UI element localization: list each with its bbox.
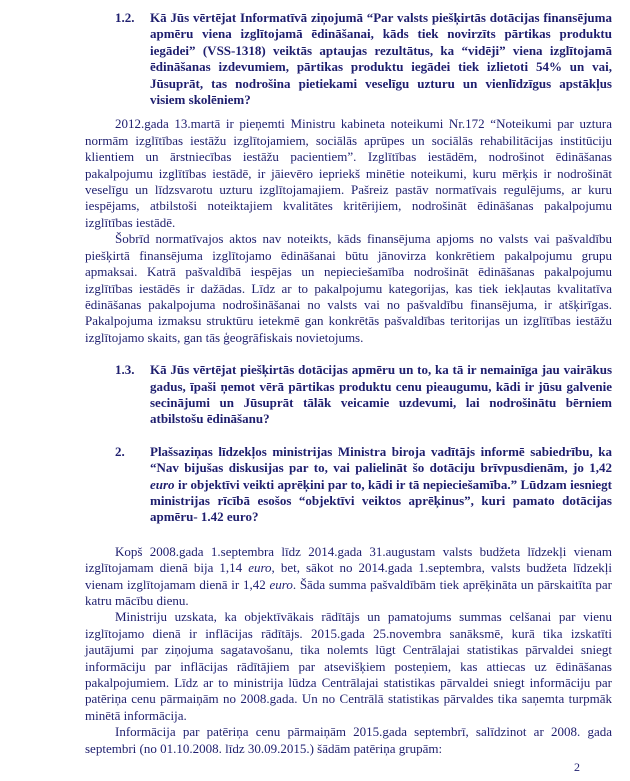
paragraph-run: Kopš 2008.gada 1.septembra līdz 2014.gada 31.augustam valsts budžeta līdzekļi vienam izglītojamam dienā bija 1,14 — [85, 543, 612, 576]
question-item-2 — [85, 444, 612, 526]
euro-italic: euro — [150, 476, 175, 492]
euro-italic: euro — [248, 560, 272, 576]
question-text — [150, 444, 612, 525]
question-text-run: Plašsaziņas līdzekļos ministrijas Ministra biroja vadītājs informē sabiedrību, ka “Nav bijušas diskusijas par to, vai palielināt šo dotāciju brīvpusdienām, jo 1,42 — [150, 443, 612, 476]
paragraph-run: . Šāda summa pašvaldībām tiek aprēķināta un pārskaitīta par katru mācību dienu. — [85, 576, 612, 608]
body-paragraph — [85, 544, 612, 610]
question-number: 1.2. — [115, 10, 135, 25]
body-paragraph: 2012.gada 13.martā ir pieņemti Ministru kabineta noteikumi Nr.172 “Noteikumi par uztura normām izglītības iestāžu izglītojamiem, sociālās aprūpes un sociālās rehabilitācijas institūciju klientiem un ārstniecības iestāžu pacientiem”. Izglītības iestādēm, nodrošinot ēdināšanas pakalpojumu izglītības iestādē, ir jāievēro iepriekš minētie noteikumi, kuru mērķis ir nodrošināt veselīgu un līdzsvarotu uzturu izglītojamajiem. Pašreiz pastāv normatīvais regulējums, ar kuru iespējams, atbilstoši noteiktajiem kvalitātes kritērijiem, nodrošināt ēdināšanas pakalpojumu izglītības iestādē. — [85, 116, 612, 230]
question-number: 1.3. — [115, 362, 135, 378]
euro-italic: euro — [269, 576, 293, 592]
paragraph-run: , bet, sākot no 2014.gada 1.septembra, valsts budžeta līdzekļi vienam izglītojamam dienā ir 1,42 — [85, 560, 612, 592]
question-item-1-3 — [85, 362, 612, 428]
question-text: Kā Jūs vērtējat piešķirtās dotācijas apmēru un to, ka tā ir nemainīga jau vairākus gadus, īpaši ņemot vērā pārtikas produktu cenu pieaugumu, kādi ir jūsu galvenie secinājumi un Jūsuprāt tālāk veicamie uzdevumi, lai nodrošinātu bērniem atbilstošu ēdināšanu? — [150, 362, 612, 427]
page-number: 2 — [574, 759, 580, 774]
question-number: 2. — [115, 443, 125, 459]
body-paragraph: Šobrīd normatīvajos aktos nav noteikts, kāds finansējuma apjoms no valsts vai pašvaldību piešķirtā finansējuma izglītojamo ēdināšanai būtu jānovirza konkrētiem pakalpojumu grupu apmaksai. Katrā pašvaldībā iespējas un nepieciešamība nodrošināt ēdināšanas pakalpojumu izglītības iestādēs ir dažādas. Līdz ar to pakalpojumu kategorijas, kas tiek iekļautas kvalitatīva ēdināšanas pakalpojuma nodrošināšanai no valsts vai no pašvaldību finansējuma, ir atšķirīgas. Pakalpojuma izmaksu struktūru ietekmē gan konkrētās pašvaldības teritorijas un izglītības iestāžu izglītojamo skaits, gan tās ģeogrāfiskais novietojums. — [85, 231, 612, 345]
body-paragraph: Informācija par patēriņa cenu pārmaiņām 2015.gada septembrī, salīdzinot ar 2008. gada septembri (no 01.10.2008. līdz 30.09.2015.) šādām patēriņa grupām: — [85, 724, 612, 756]
question-item-1-2 — [85, 10, 612, 108]
question-text-run: ir objektīvi veikti aprēķini par to, kādi ir tā nepieciešamība.” Lūdzam iesniegt ministrijas rīcībā esošos “objektīvi veiktos aprēķinus”, kuri pamato dotācijas apmēru- 1.42 euro? — [150, 476, 612, 525]
question-text: Kā Jūs vērtējat Informatīvā ziņojumā “Par valsts piešķirtās dotācijas finansējuma apmēru viena izglītojamā ēdināšanai, kāds tiek novirzīts pārtikas produktu iegādei” (VSS-1318) veiktās aptaujas rezultātus, ka “vidēji” viena izglītojamā ēdināšanas izdevumiem, pārtikas produktu iegādei tiek izlietoti 54% un vai, Jūsuprāt, tas nodrošina pietiekami veselīgu uzturu un vienlīdzīgus apstākļus visiem skolēniem? — [150, 10, 612, 108]
body-paragraph: Ministriju uzskata, ka objektīvākais rādītājs un pamatojums summas celšanai par vienu izglītojamo dienā ir inflācijas rādītājs. 2015.gada 25.novembra sanāksmē, kurā tika izskatīti jautājumi par ziņojuma sagatavošanu, tika nolemts lūgt Centrālajai statistikas pārvaldei sniegt informāciju par inflācijas rādītājiem par atsevišķiem posteņiem, kas attiecas uz ēdināšanas pakalpojumiem. Līdz ar to ministrija lūdza Centrālajai statistikas pārvaldei sniegt informāciju par patēriņa cenu pārmaiņām no 2008.gada. Un no Centrālā statistikas pārvaldes tika saņemta turpmāk minētā informācija. — [85, 609, 612, 723]
